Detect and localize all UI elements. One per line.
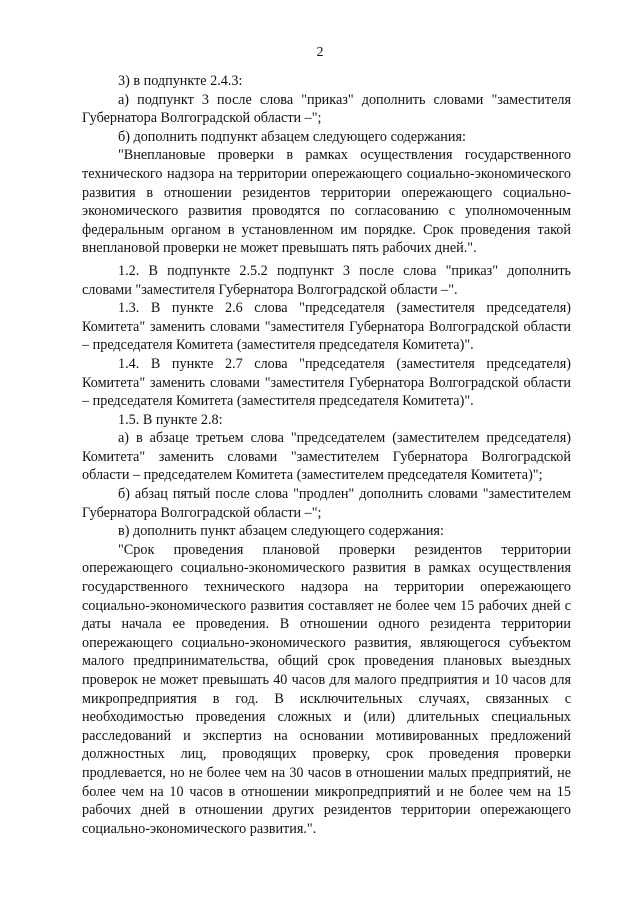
page-number: 2 (316, 45, 324, 60)
paragraph-1-4: 1.4. В пункте 2.7 слова "председателя (заместителя председателя) Комитета" заменить словами "заместителя Губернатора Волгоградской области – председателя Комитета (заместителя председателя Комитета)". (82, 355, 571, 410)
paragraph-item-a: а) подпункт 3 после слова "приказ" дополнить словами "заместителя Губернатора Волгоградской области –"; (82, 91, 571, 127)
document-body (82, 72, 571, 838)
paragraph-1-5-a: а) в абзаце третьем слова "председателем (заместителем председателя) Комитета" заменить словами "заместителем Губернатора Волгоградской области – председателем Комитета (заместителем председателя Комитета)"; (82, 430, 571, 484)
paragraph-1-5-v: в) дополнить пункт абзацем следующего содержания: (118, 523, 444, 540)
paragraph-scheduled-inspection-term: "Срок проведения плановой проверки резидентов территории опережающего социально-экономического развития в рамках осуществления государственного технического надзора на территории опережающего социально-экономического развития составляет не более чем 15 рабочих дней с даты начала ее проведения. В отношении одного резидента территории опережающего социально-экономического развития, являющегося субъектом малого предпринимательства, общий срок проведения плановых выездных проверок не может превышать 40 часов для малого предприятия и 10 часов для микропредприятия в год. В исключительных случаях, связанных с необходимостью проведения сложных и (или) длительных специальных расследований и экспертиз на основании мотивированных предложений должностных лиц, проводящих проверку, срок проведения проверки продлевается, но не более чем на 30 часов в отношении малых предприятий, не более чем на 10 часов в отношении микропредприятий и не более чем на 15 рабочих дней в отношении других резидентов территории опережающего социально-экономического развития.". (82, 541, 571, 837)
paragraph-1-3: 1.3. В пункте 2.6 слова "председателя (заместителя председателя) Комитета" заменить словами "заместителя Губернатора Волгоградской области – председателя Комитета (заместителя председателя Комитета)". (82, 300, 571, 354)
paragraph-1-5: 1.5. В пункте 2.8: (118, 411, 223, 428)
paragraph-subitem-2-4-3: 3) в подпункте 2.4.3: (118, 73, 243, 89)
paragraph-1-5-b: б) абзац пятый после слова "продлен" дополнить словами "заместителем Губернатора Волгоградской области –"; (82, 486, 571, 521)
paragraph-1-2: 1.2. В подпункте 2.5.2 подпункт 3 после слова "приказ" дополнить словами "заместителя Губернатора Волгоградской области –". (82, 262, 571, 298)
paragraph-item-b: б) дополнить подпункт абзацем следующего содержания: (118, 128, 466, 145)
paragraph-unscheduled-inspections: "Внеплановые проверки в рамках осуществления государственного технического надзора на территории опережающего социально-экономического развития в отношении резидентов территории опережающего социально-экономического развития проводятся по согласованию с уполномоченным федеральным органом в установленном им порядке. Срок проведения такой внеплановой проверки не может превышать пять рабочих дней.". (82, 147, 571, 257)
